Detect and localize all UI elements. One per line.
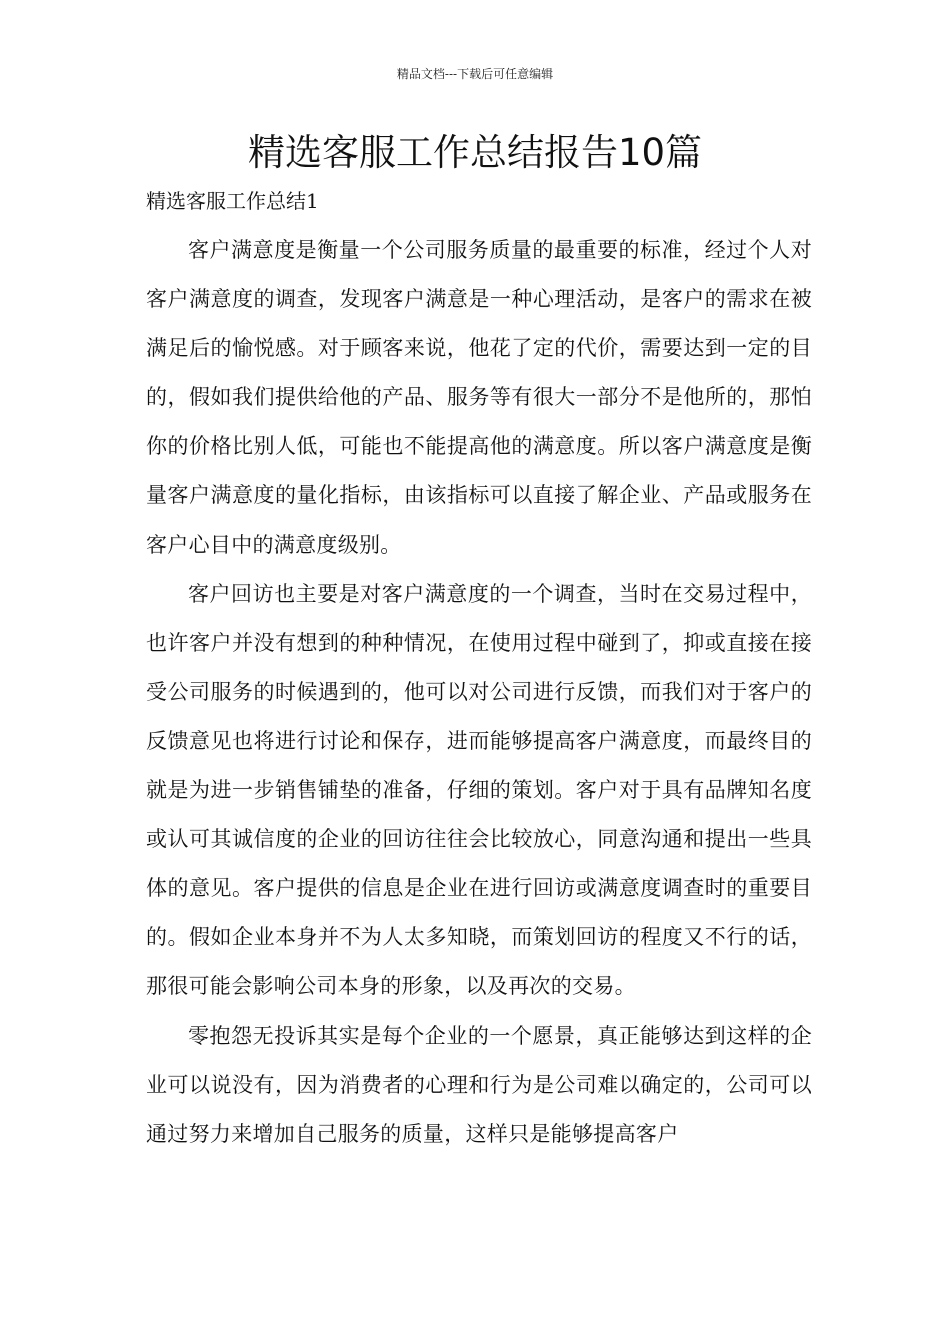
body-text [146, 226, 812, 1159]
paragraph: 零抱怨无投诉其实是每个企业的一个愿景，真正能够达到这样的企业可以说没有，因为消费者的心理和行为是公司难以确定的，公司可以通过努力来增加自己服务的质量，这样只是能够提高客户 [146, 1023, 812, 1146]
header-note: 精品文档---下载后可任意编辑 [396, 67, 554, 81]
paragraph: 客户满意度是衡量一个公司服务质量的最重要的标准，经过个人对客户满意度的调查，发现客户满意是一种心理活动，是客户的需求在被满足后的愉悦感。对于顾客来说，他花了定的代价，需要达到一定的目的，假如我们提供给他的产品、服务等有很大一部分不是他所的，那怕你的价格比别人低，可能也不能提高他的满意度。所以客户满意度是衡量客户满意度的量化指标，由该指标可以直接了解企业、产品或服务在客户心目中的满意度级别。 [146, 238, 812, 557]
document-title: 精选客服工作总结报告10篇 [247, 131, 703, 174]
section-heading: 精选客服工作总结1 [146, 189, 319, 213]
paragraph: 客户回访也主要是对客户满意度的一个调查，当时在交易过程中，也许客户并没有想到的种种情况，在使用过程中碰到了，抑或直接在接受公司服务的时候遇到的，他可以对公司进行反馈，而我们对于客户的反馈意见也将进行讨论和保存，进而能够提高客户满意度，而最终目的就是为进一步销售铺垫的准备，仔细的策划。客户对于具有品牌知名度或认可其诚信度的企业的回访往往会比较放心，同意沟通和提出一些具体的意见。客户提供的信息是企业在进行回访或满意度调查时的重要目的。假如企业本身并不为人太多知晓，而策划回访的程度又不行的话，那很可能会影响公司本身的形象，以及再次的交易。 [146, 581, 812, 999]
